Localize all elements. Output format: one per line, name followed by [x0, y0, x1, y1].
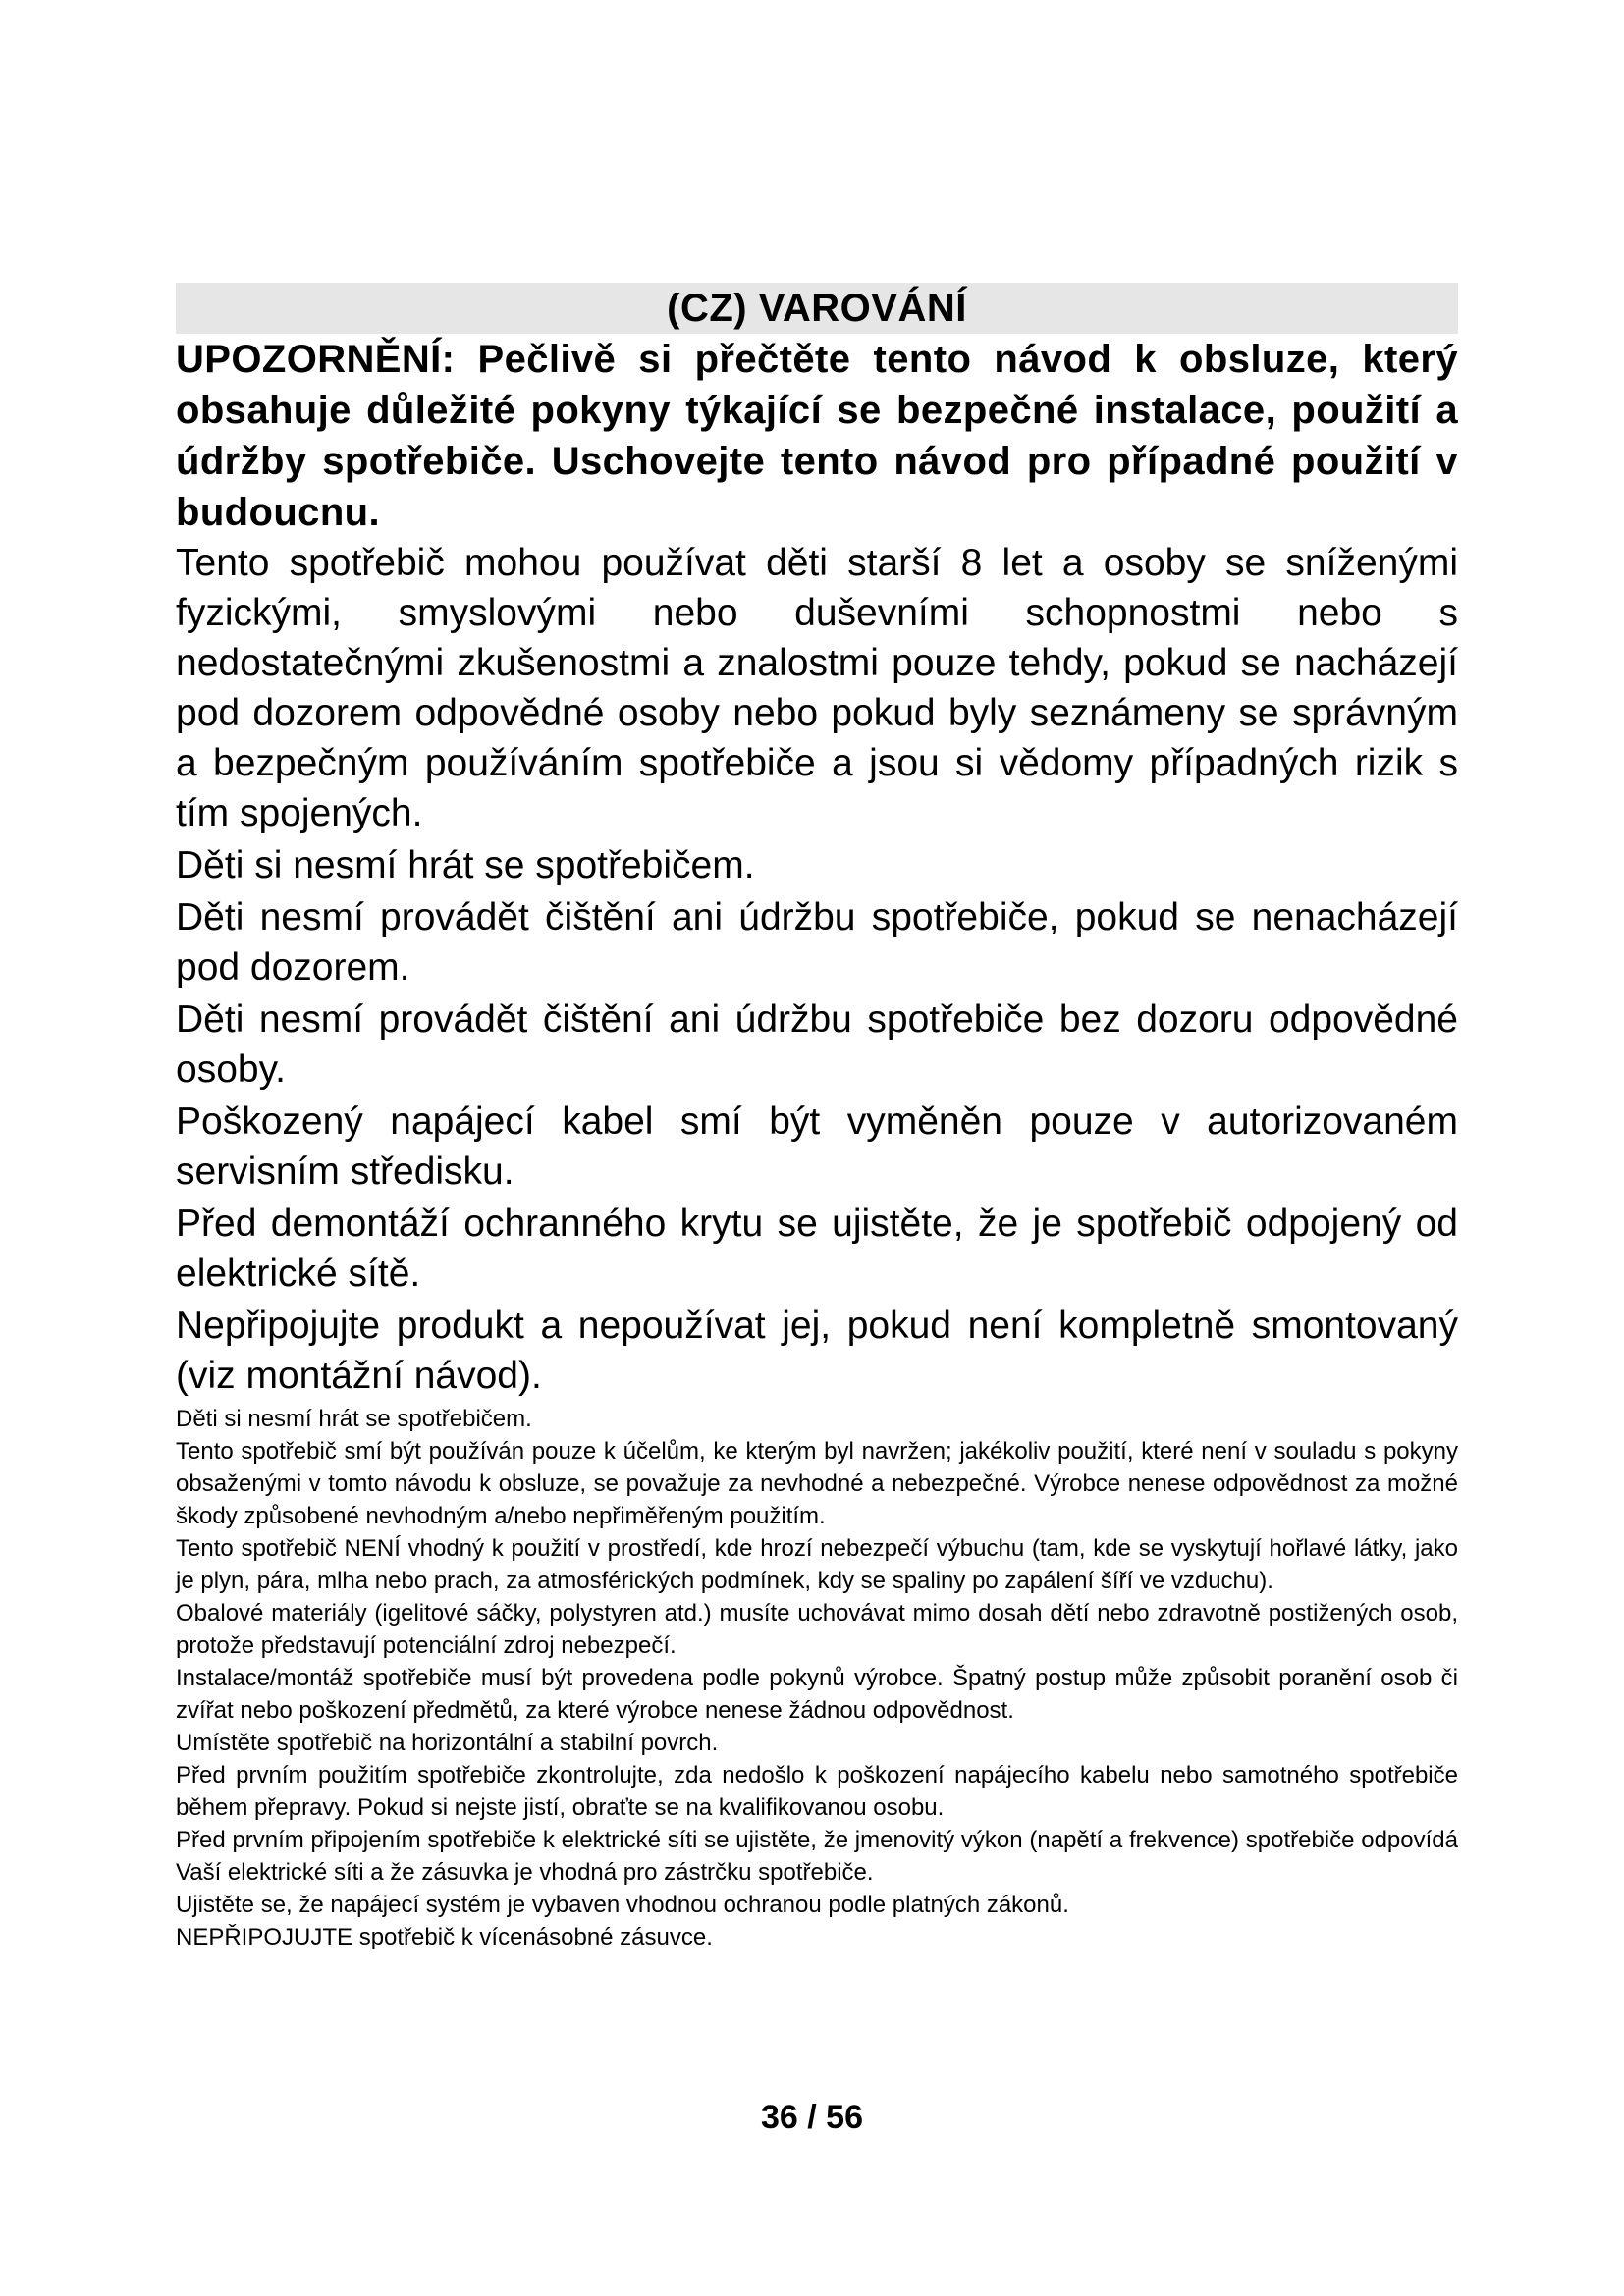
- paragraph: NEPŘIPOJUJTE spotřebič k vícenásobné zásuvce.: [176, 1924, 713, 1950]
- paragraph: Nepřipojujte produkt a nepoužívat jej, pokud není kompletně smontovaný (viz montážní návod).: [176, 1305, 1458, 1397]
- paragraph: Před demontáží ochranného krytu se ujistěte, že je spotřebič odpojený od elektrické sítě.: [176, 1202, 1458, 1295]
- large-paragraph-group: [176, 538, 1458, 1401]
- paragraph: Poškozený napájecí kabel smí být vyměněn pouze v autorizovaném servisním středisku.: [176, 1100, 1458, 1193]
- paragraph: Umístěte spotřebič na horizontální a stabilní povrch.: [176, 1730, 719, 1756]
- paragraph: Tento spotřebič smí být používán pouze k účelům, ke kterým byl navržen; jakékoliv použití, které není v souladu s pokyny obsaženými v tomto návodu k obsluze, se považuje za nevhodné a nebezpečné. Výrobce nenese odpovědnost za možné škody způsobené nevhodným a/nebo nepřiměřeným použitím.: [176, 1438, 1458, 1529]
- paragraph: Obalové materiály (igelitové sáčky, polystyren atd.) musíte uchovávat mimo dosah dětí nebo zdravotně postižených osob, protože představují potenciální zdroj nebezpečí.: [176, 1600, 1458, 1659]
- paragraph: Děti si nesmí hrát se spotřebičem.: [176, 844, 755, 886]
- paragraph: Děti si nesmí hrát se spotřebičem.: [176, 1406, 532, 1432]
- small-paragraph-group: [176, 1403, 1458, 1953]
- section-title: (CZ) VAROVÁNÍ: [176, 283, 1458, 334]
- paragraph: Před prvním připojením spotřebiče k elektrické síti se ujistěte, že jmenovitý výkon (napětí a frekvence) spotřebiče odpovídá Vaší elektrické síti a že zásuvka je vhodná pro zástrčku spotřebiče.: [176, 1827, 1458, 1886]
- page-number: 36 / 56: [761, 2099, 863, 2136]
- document-page: [176, 283, 1458, 1953]
- paragraph: Před prvním použitím spotřebiče zkontrolujte, zda nedošlo k poškození napájecího kabelu nebo samotného spotřebiče během přepravy. Pokud si nejste jistí, obraťte se na kvalifikovanou osobu.: [176, 1762, 1458, 1821]
- paragraph: Děti nesmí provádět čištění ani údržbu spotřebiče, pokud se nenacházejí pod dozorem.: [176, 896, 1458, 988]
- paragraph: Tento spotřebič mohou používat děti starší 8 let a osoby se sníženými fyzickými, smyslovými nebo duševními schopnostmi nebo s nedostatečnými zkušenostmi a znalostmi pouze tehdy, pokud se nacházejí pod dozorem odpovědné osoby nebo pokud byly seznámeny se správným a bezpečným používáním spotřebiče a jsou si vědomy případných rizik s tím spojených.: [176, 542, 1458, 834]
- paragraph: Ujistěte se, že napájecí systém je vybaven vhodnou ochranou podle platných zákonů.: [176, 1892, 1069, 1918]
- paragraph: Instalace/montáž spotřebiče musí být provedena podle pokynů výrobce. Špatný postup může způsobit poranění osob či zvířat nebo poškození předmětů, za které výrobce nenese žádnou odpovědnost.: [176, 1665, 1458, 1724]
- warning-paragraph: UPOZORNĚNÍ: Pečlivě si přečtěte tento návod k obsluze, který obsahuje důležité pokyny týkající se bezpečné instalace, použití a údržby spotřebiče. Uschovejte tento návod pro případné použití v budoucnu.: [176, 338, 1458, 534]
- paragraph: Děti nesmí provádět čištění ani údržbu spotřebiče bez dozoru odpovědné osoby.: [176, 998, 1458, 1091]
- paragraph: Tento spotřebič NENÍ vhodný k použití v prostředí, kde hrozí nebezpečí výbuchu (tam, kde se vyskytují hořlavé látky, jako je plyn, pára, mlha nebo prach, za atmosférických podmínek, kdy se spaliny po zapálení šíří ve vzduchu).: [176, 1535, 1458, 1594]
